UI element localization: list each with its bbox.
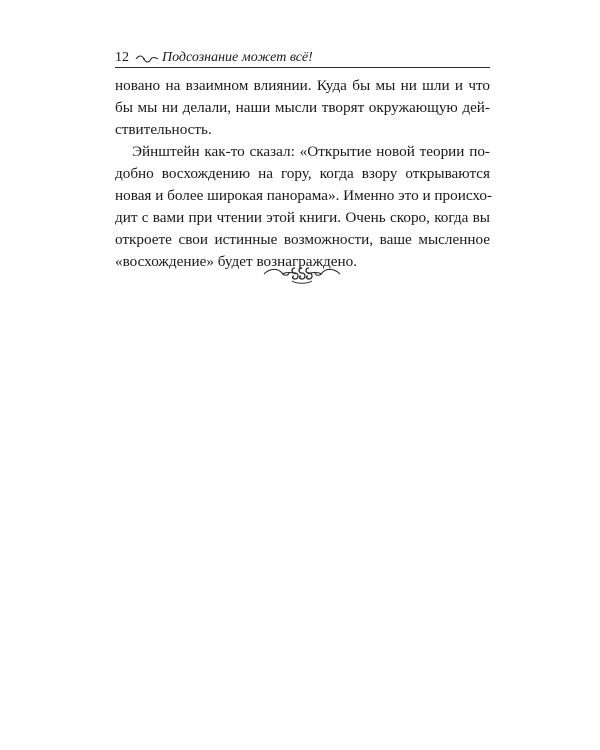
body-text [115, 75, 493, 273]
text-line: Эйнштейн как-то сказал: «Открытие новой теории по- [132, 143, 490, 160]
text-line: ствительность. [115, 121, 212, 138]
running-title: Подсознание может всё! [162, 50, 313, 65]
text-line: бы мы ни делали, наши мысли творят окружающую дей- [115, 99, 490, 116]
page-number: 12 [115, 50, 129, 65]
section-end-ornament-icon [262, 262, 342, 286]
text-line: откроете свои истинные возможности, ваше мысленное [115, 231, 490, 248]
page-header [115, 47, 490, 71]
paragraph-2 [115, 141, 493, 273]
text-line: новано на взаимном влиянии. Куда бы мы ни шли и что [115, 77, 490, 94]
header-rule [115, 67, 490, 68]
text-line: новая и более широкая панорама». Именно это и происхо- [115, 187, 493, 204]
text-line: добно восхождению на гору, когда взору открываются [115, 165, 490, 182]
text-line: «восхождение» будет вознаграждено. [115, 253, 358, 270]
text-line: дит с вами при чтении этой книги. Очень скоро, когда вы [115, 209, 490, 226]
paragraph-1 [115, 75, 490, 141]
